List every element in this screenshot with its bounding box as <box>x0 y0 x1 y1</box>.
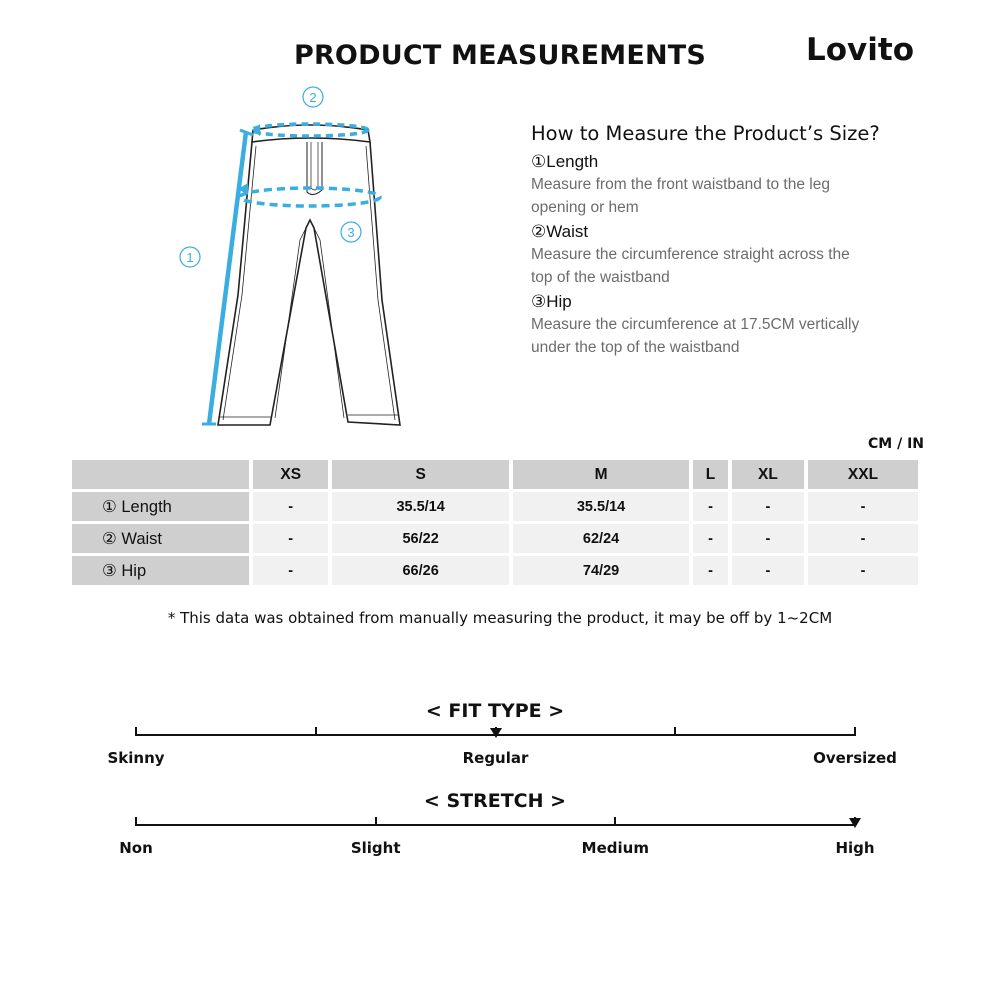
step-length-desc-2: opening or hem <box>531 199 639 216</box>
page-title: PRODUCT MEASUREMENTS <box>293 40 707 71</box>
size-header-xxl: XXL <box>808 460 918 489</box>
step-waist-desc-1: Measure the circumference straight across the <box>531 246 850 263</box>
table-cell: 66/26 <box>332 556 508 585</box>
table-cell: - <box>808 524 918 553</box>
table-row <box>72 524 918 553</box>
table-cell: - <box>693 492 728 521</box>
table-cell: 62/24 <box>513 524 689 553</box>
table-cell: 74/29 <box>513 556 689 585</box>
step-length-desc-1: Measure from the front waistband to the leg <box>531 176 830 193</box>
fit-type-label-oversized: Oversized <box>813 749 897 767</box>
fit-type-selected-marker <box>490 728 502 738</box>
fit-type-tick <box>315 727 317 736</box>
table-cell: - <box>808 492 918 521</box>
stretch-label-non: Non <box>119 839 153 857</box>
callout-hip-number: 3 <box>347 225 355 240</box>
stretch-selected-marker <box>849 818 861 828</box>
table-row <box>72 492 918 521</box>
step-hip-desc-1: Measure the circumference at 17.5CM vertically <box>531 316 860 333</box>
how-to-title: How to Measure the Product’s Size? <box>531 122 880 145</box>
callout-waist-number: 2 <box>309 90 317 105</box>
fit-type-label-regular: Regular <box>462 749 529 767</box>
size-header-xl: XL <box>732 460 804 489</box>
measurement-note: * This data was obtained from manually measuring the product, it may be off by 1~2CM <box>167 609 833 627</box>
table-cell: - <box>253 524 328 553</box>
table-corner <box>72 460 249 489</box>
how-to-measure <box>531 122 911 359</box>
table-cell: - <box>253 492 328 521</box>
fit-type-tick <box>135 727 137 736</box>
row-label-length: ① Length <box>72 492 249 521</box>
length-measure-line <box>202 130 253 424</box>
stretch-axis-line <box>136 824 855 826</box>
table-cell: - <box>732 492 804 521</box>
row-label-waist: ② Waist <box>72 524 249 553</box>
table-cell: - <box>693 524 728 553</box>
table-cell: 56/22 <box>332 524 508 553</box>
hip-measure-line <box>238 183 380 206</box>
size-header-l: L <box>693 460 728 489</box>
table-cell: - <box>732 524 804 553</box>
pants-outline <box>218 125 400 425</box>
brand-logo: Lovito <box>805 32 914 68</box>
stretch-label-slight: Slight <box>350 839 401 857</box>
stretch-label-medium: Medium <box>581 839 649 857</box>
table-cell: 35.5/14 <box>332 492 508 521</box>
table-cell: 35.5/14 <box>513 492 689 521</box>
step-length-label: ①Length <box>531 152 599 171</box>
table-cell: - <box>693 556 728 585</box>
size-header-m: M <box>513 460 689 489</box>
callout-length-number: 1 <box>186 250 194 265</box>
size-header-xs: XS <box>253 460 328 489</box>
table-cell: - <box>732 556 804 585</box>
step-waist-label: ②Waist <box>531 222 589 241</box>
fit-type-label-skinny: Skinny <box>107 749 165 767</box>
stretch-label-high: High <box>835 839 875 857</box>
fit-type-tick <box>854 727 856 736</box>
pants-diagram <box>160 80 420 440</box>
size-header-s: S <box>332 460 508 489</box>
row-label-hip: ③ Hip <box>72 556 249 585</box>
size-table <box>68 457 922 588</box>
stretch-tick <box>135 817 137 826</box>
stretch-tick <box>375 817 377 826</box>
stretch-tick <box>614 817 616 826</box>
fit-type-title: < FIT TYPE > <box>425 700 565 722</box>
step-hip-desc-2: under the top of the waistband <box>531 339 740 356</box>
step-waist-desc-2: top of the waistband <box>531 269 670 286</box>
table-cell: - <box>253 556 328 585</box>
step-hip-label: ③Hip <box>531 292 572 311</box>
units-label: CM / IN <box>868 436 924 452</box>
fit-type-tick <box>674 727 676 736</box>
stretch-title: < STRETCH > <box>423 790 567 812</box>
table-header-row <box>72 460 918 489</box>
table-row <box>72 556 918 585</box>
table-cell: - <box>808 556 918 585</box>
